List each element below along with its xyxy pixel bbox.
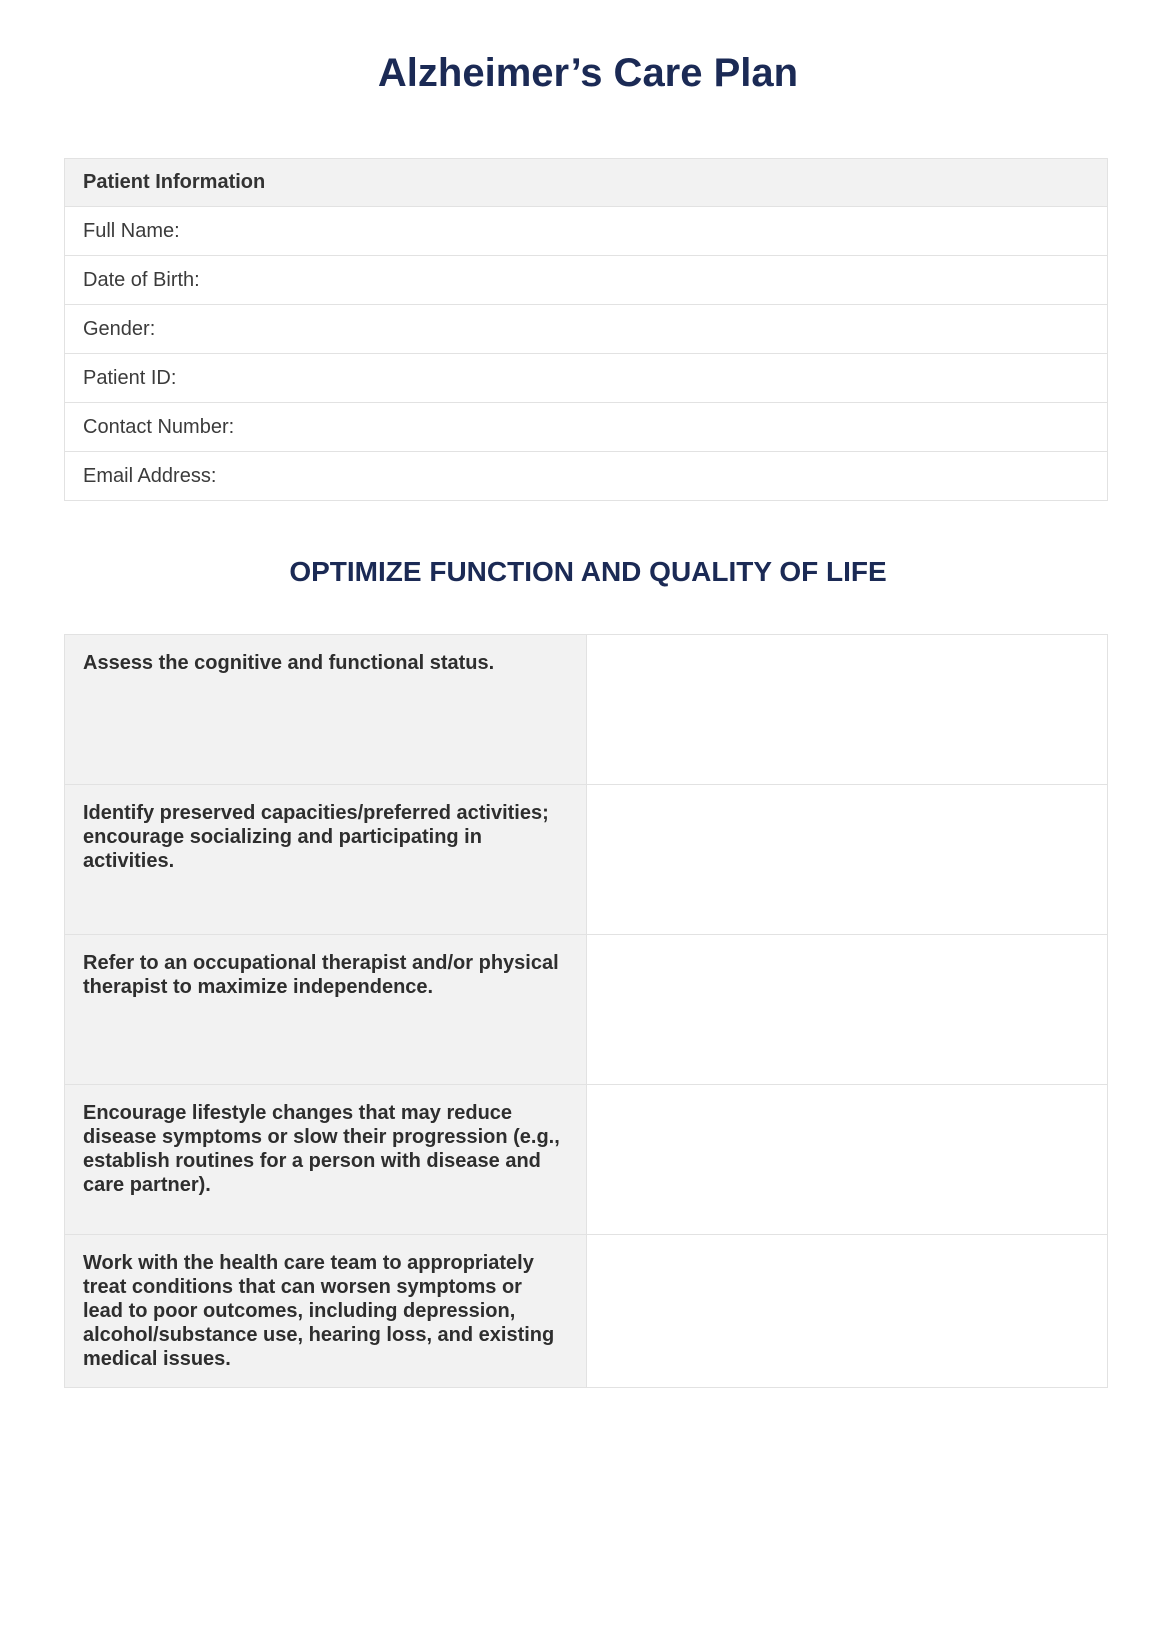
field-label-email-address: Email Address: xyxy=(83,464,217,487)
table-row xyxy=(65,256,1108,305)
task-response-identify-capacities[interactable] xyxy=(586,784,1108,934)
field-label-contact-number: Contact Number: xyxy=(83,415,235,438)
task-prompt-label: Refer to an occupational therapist and/or physical therapist to maximize independence. xyxy=(83,951,559,998)
field-label-gender: Gender: xyxy=(83,317,156,340)
table-row xyxy=(65,403,1108,452)
field-email-address[interactable] xyxy=(65,452,1108,501)
task-prompt-assess-status xyxy=(65,634,587,784)
table-row xyxy=(65,207,1108,256)
task-prompt-label: Work with the health care team to appropriately treat conditions that can worsen symptoms or lead to poor outcomes, including depression, alcohol/substance use, hearing loss, and existing medical issues. xyxy=(83,1251,555,1370)
task-response-lifestyle-changes[interactable] xyxy=(586,1084,1108,1234)
field-gender[interactable] xyxy=(65,305,1108,354)
table-row xyxy=(65,784,1108,934)
task-prompt-label: Assess the cognitive and functional status. xyxy=(83,651,495,674)
care-plan-table xyxy=(64,634,1108,1388)
task-prompt-identify-capacities xyxy=(65,784,587,934)
table-row xyxy=(65,452,1108,501)
table-row xyxy=(65,354,1108,403)
patient-info-header: Patient Information xyxy=(65,159,1108,207)
patient-info-header-row xyxy=(65,159,1108,207)
task-prompt-refer-therapist xyxy=(65,934,587,1084)
task-prompt-label: Identify preserved capacities/preferred activities; encourage socializing and participating in activities. xyxy=(83,801,549,872)
task-response-assess-status[interactable] xyxy=(586,634,1108,784)
field-patient-id[interactable] xyxy=(65,354,1108,403)
page-title: Alzheimer’s Care Plan xyxy=(377,51,799,95)
task-prompt-label: Encourage lifestyle changes that may reduce disease symptoms or slow their progression (e.g., establish routines for a person with disease and care partner). xyxy=(83,1101,560,1196)
field-label-date-of-birth: Date of Birth: xyxy=(83,268,200,291)
table-row xyxy=(65,1084,1108,1234)
table-row xyxy=(65,934,1108,1084)
section-heading: OPTIMIZE FUNCTION AND QUALITY OF LIFE xyxy=(289,556,887,587)
table-row xyxy=(65,1234,1108,1387)
task-prompt-health-care-team xyxy=(65,1234,587,1387)
field-full-name[interactable] xyxy=(65,207,1108,256)
field-contact-number[interactable] xyxy=(65,403,1108,452)
field-label-patient-id: Patient ID: xyxy=(83,366,177,389)
task-response-refer-therapist[interactable] xyxy=(586,934,1108,1084)
field-date-of-birth[interactable] xyxy=(65,256,1108,305)
table-row xyxy=(65,634,1108,784)
task-prompt-lifestyle-changes xyxy=(65,1084,587,1234)
patient-info-table xyxy=(64,158,1108,501)
table-row xyxy=(65,305,1108,354)
field-label-full-name: Full Name: xyxy=(83,219,180,242)
task-response-health-care-team[interactable] xyxy=(586,1234,1108,1387)
